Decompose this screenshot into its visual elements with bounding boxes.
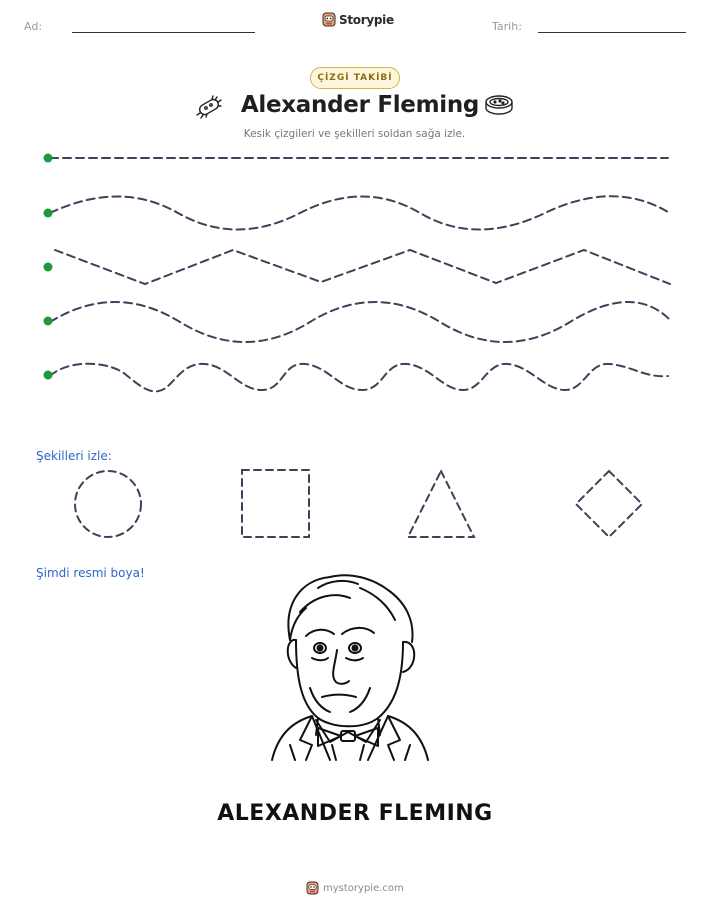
brand-name: Storypie bbox=[339, 12, 394, 27]
footer bbox=[306, 881, 404, 895]
start-dot bbox=[44, 154, 53, 163]
portrait-line-art[interactable] bbox=[272, 575, 428, 760]
tracing-line-bumpy-wave[interactable] bbox=[50, 364, 668, 392]
portrait-caption: ALEXANDER FLEMING bbox=[217, 801, 493, 826]
trace-shape-triangle[interactable] bbox=[408, 471, 474, 537]
shapes-section-label: Şekilleri izle: bbox=[36, 449, 112, 463]
storypie-mascot-icon bbox=[306, 881, 319, 895]
tracing-line-gentle-wave[interactable] bbox=[50, 196, 668, 229]
start-dots bbox=[44, 154, 53, 380]
start-dot bbox=[44, 371, 53, 380]
name-label: Ad: bbox=[24, 20, 43, 33]
tracing-line-zigzag[interactable] bbox=[55, 250, 670, 284]
page-title: Alexander Fleming bbox=[240, 92, 480, 118]
worksheet-type-badge: ÇİZGİ TAKİBİ bbox=[310, 67, 400, 89]
coloring-section-label: Şimdi resmi boya! bbox=[36, 566, 145, 580]
trace-shape-circle[interactable] bbox=[75, 471, 141, 537]
start-dot bbox=[44, 317, 53, 326]
trace-shape-square[interactable] bbox=[242, 470, 309, 537]
start-dot bbox=[44, 263, 53, 272]
start-dot bbox=[44, 209, 53, 218]
trace-shape-diamond[interactable] bbox=[576, 471, 642, 537]
date-label: Tarih: bbox=[492, 20, 522, 33]
tracing-line-wave[interactable] bbox=[50, 302, 672, 342]
instructions: Kesik çizgileri ve şekilleri soldan sağa izle. bbox=[243, 128, 466, 140]
footer-url[interactable]: mystorypie.com bbox=[323, 882, 404, 894]
